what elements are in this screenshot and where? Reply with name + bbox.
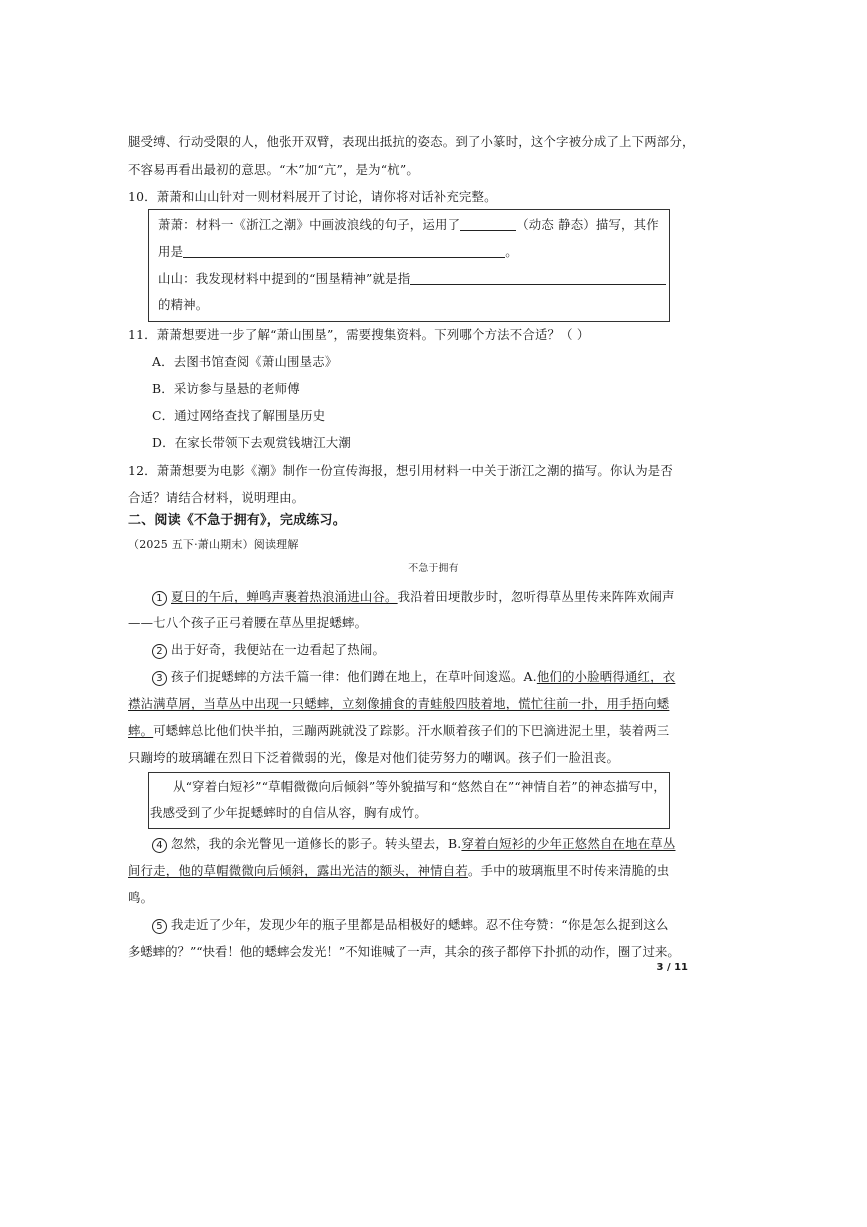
passage-title: 不急于拥有 bbox=[408, 563, 459, 574]
paragraph-number: 5 bbox=[152, 919, 167, 934]
paragraph-number: 4 bbox=[152, 838, 167, 853]
underlined-sentence-b: 穿着白短衫的少年正悠然自在地在草丛 bbox=[461, 836, 676, 851]
underlined-sentence-a: 蟀。 bbox=[128, 723, 154, 738]
answer-blank[interactable] bbox=[460, 218, 516, 231]
paragraph-number: 2 bbox=[152, 644, 167, 659]
text-line: 不容易再看出最初的意思。“木”加“亢”，是为“杭”。 bbox=[128, 162, 420, 177]
paragraph-number: 1 bbox=[152, 591, 167, 606]
annotation-line1: 从“穿着白短衫”“草帽微微向后倾斜”等外貌描写和“悠然自在”“神情自若”的神态描写中， bbox=[173, 779, 666, 794]
underlined-sentence: 夏日的午后，蝉鸣声裹着热浪涌进山谷。 bbox=[171, 589, 398, 604]
paragraph-3: 3 孩子们捉蟋蟀的方法千篇一律：他们蹲在地上，在草叶间逡巡。A.他们的小脸晒得通红，衣 bbox=[152, 669, 675, 686]
paragraph-1: 1 夏日的午后，蝉鸣声裹着热浪涌进山谷。我沿着田埂散步时，忽听得草丛里传来阵阵欢闹声 bbox=[152, 589, 675, 606]
question-12-line2: 合适？请结合材料，说明理由。 bbox=[128, 490, 305, 505]
option-a[interactable]: A．去图书馆查阅《萧山围垦志》 bbox=[152, 354, 338, 369]
question-10-stem: 10．萧萧和山山针对一则材料展开了讨论，请你将对话补充完整。 bbox=[128, 189, 497, 204]
option-b[interactable]: B．采访参与垦悬的老师傅 bbox=[152, 381, 300, 396]
question-11-stem: 11．萧萧想要进一步了解“萧山围垦”，需要搜集资料。下列哪个方法不合适？（ ） bbox=[128, 327, 590, 342]
paragraph-4-line3: 鸣。 bbox=[128, 890, 154, 905]
source-label: （2025 五下·萧山期末）阅读理解 bbox=[128, 538, 299, 551]
paragraph-4-line2: 间行走，他的草帽微微向后倾斜，露出光洁的额头，神情自若。手中的玻璃瓶里不时传来清脆的虫 bbox=[128, 863, 670, 878]
page-number: 3 / 11 bbox=[656, 962, 688, 973]
option-c[interactable]: C．通过网络查找了解围垦历史 bbox=[152, 408, 326, 423]
question-12-line1: 12．萧萧想要为电影《潮》制作一份宣传海报，想引用材料一中关于浙江之潮的描写。你认为是否 bbox=[128, 463, 673, 478]
underlined-sentence-b: 间行走，他的草帽微微向后倾斜，露出光洁的额头，神情自若 bbox=[128, 863, 468, 878]
paragraph-number: 3 bbox=[152, 671, 167, 686]
section-heading: 二、阅读《不急于拥有》，完成练习。 bbox=[128, 513, 346, 528]
paragraph-5-line2: 多蟋蟀的？”“快看！他的蟋蟀会发光！”不知谁喊了一声，其余的孩子都停下扑抓的动作，圈了过来。 bbox=[128, 944, 680, 959]
paragraph-3-line4: 只蹦垮的玻璃罐在烈日下泛着微弱的光，像是对他们徒劳努力的嘲讽。孩子们一脸沮丧。 bbox=[128, 750, 620, 765]
underlined-sentence-a: 他们的小脸晒得通红，衣 bbox=[536, 669, 676, 684]
answer-blank[interactable] bbox=[183, 245, 505, 258]
paragraph-3-line2 bbox=[128, 696, 669, 712]
paragraph-5: 5 我走近了少年，发现少年的瓶子里都是品相极好的蟋蟀。忍不住夸赞：“你是怎么捉到这么 bbox=[152, 917, 669, 934]
paragraph-2: 2 出于好奇，我便站在一边看起了热闹。 bbox=[152, 642, 385, 659]
underlined-sentence-a: 襟沾满草屑，当草丛中出现一只蟋蟀，立刻像捕食的青蛙般四肢着地，慌忙往前一扑，用手捂向蟋 bbox=[128, 696, 670, 711]
paragraph-3-line3: 蟀。可蟋蟀总比他们快半拍，三蹦两跳就没了踪影。汗水顺着孩子们的下巴滴进泥土里，装着两三 bbox=[128, 723, 670, 738]
answer-blank[interactable] bbox=[410, 272, 666, 285]
option-d[interactable]: D．在家长带领下去观赏钱塘江大潮 bbox=[152, 435, 351, 450]
dialogue-shanshan-line2: 的精神。 bbox=[158, 297, 209, 312]
dialogue-xiaoxiao-line2: 用是 。 bbox=[158, 244, 518, 259]
dialogue-shanshan-line1: 山山：我发现材料中提到的“围垦精神”就是指 bbox=[158, 271, 666, 287]
text-line: 腿受缚、行动受限的人，他张开双臂，表现出抵抗的姿态。到了小篆时，这个字被分成了上下两部分， bbox=[128, 134, 695, 149]
dialogue-xiaoxiao-line1: 萧萧：材料一《浙江之潮》中画波浪线的句子，运用了 （动态 静态）描写，其作 bbox=[158, 217, 659, 232]
paragraph-4: 4 忽然，我的余光瞥见一道修长的影子。转头望去，B.穿着白短衫的少年正悠然自在地在草丛 bbox=[152, 836, 675, 853]
paragraph-1-line2: ——七八个孩子正弓着腰在草丛里捉蟋蟀。 bbox=[128, 615, 368, 630]
annotation-line2: 我感受到了少年捉蟋蟀时的自信从容，胸有成竹。 bbox=[150, 805, 427, 820]
